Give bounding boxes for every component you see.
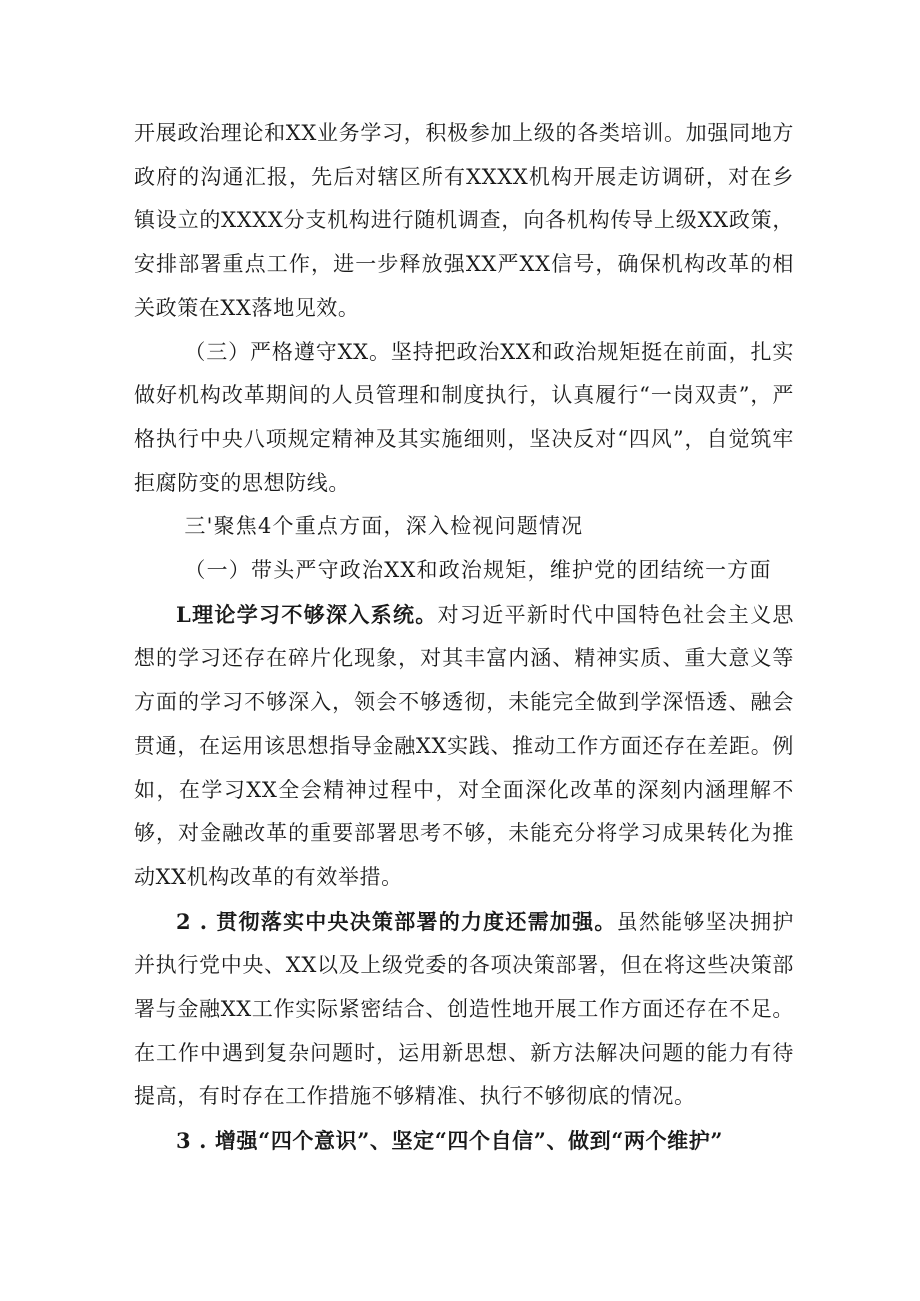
item-lead: L理论学习不够深入系统。 — [176, 601, 438, 627]
item-theory-study — [134, 593, 794, 900]
item-policy-implementation — [134, 900, 794, 1120]
heading-text: （一）带头严守政治XX和政治规矩，维护党的团结统一方面 — [184, 558, 772, 583]
paragraph-discipline — [134, 331, 794, 506]
item-four-consciousness — [134, 1119, 794, 1164]
item-lead: 3 . 增强“四个意识”、坚定“四个自信”、做到“两个维护” — [176, 1128, 724, 1154]
item-text: 对习近平新时代中国特色社会主义思想的学习还存在碎片化现象，对其丰富内涵、精神实质、重大意义等方面的学习不够深入，领会不够透彻，未能完全做到学深悟透、融会贯通，在运用该思想指导金融XX实践、推动工作方面还存在差距。例如，在学习XX全会精神过程中，对全面深化改革的深刻内涵理解不够，对金融改革的重要部署思考不够，未能充分将学习成果转化为推动XX机构改革的有效举措。 — [134, 602, 794, 889]
section-heading-three — [134, 505, 794, 549]
item-text: 虽然能够坚决拥护并执行党中央、XX以及上级党委的各项决策部署，但在将这些决策部署与金融XX工作实际紧密结合、创造性地开展工作方面还存在不足。在工作中遇到复杂问题时，运用新思想、新方法解决问题的能力有待提高，有时存在工作措施不够精准、执行不够彻底的情况。 — [134, 909, 794, 1109]
document-body — [134, 112, 794, 1164]
item-lead: 2 . 贯彻落实中央决策部署的力度还需加强。 — [176, 908, 617, 934]
subsection-heading-one — [134, 549, 794, 593]
paragraph-text: （三）严格遵守XX。坚持把政治XX和政治规矩挺在前面，扎实做好机构改革期间的人员管理和制度执行，认真履行“一岗双责”，严格执行中央八项规定精神及其实施细则，坚决反对“四风”，自觉筑牢拒腐防变的思想防线。 — [134, 339, 794, 495]
paragraph-work-summary — [134, 112, 794, 331]
paragraph-text: 开展政治理论和XX业务学习，积极参加上级的各类培训。加强同地方政府的沟通汇报，先后对辖区所有XXXX机构开展走访调研，对在乡镇设立的XXXX分支机构进行随机调查，向各机构传导上级XX政策，安排部署重点工作，进一步释放强XX严XX信号，确保机构改革的相关政策在XX落地见效。 — [134, 121, 794, 320]
heading-text: 三'聚焦4个重点方面，深入检视问题情况 — [184, 514, 584, 539]
